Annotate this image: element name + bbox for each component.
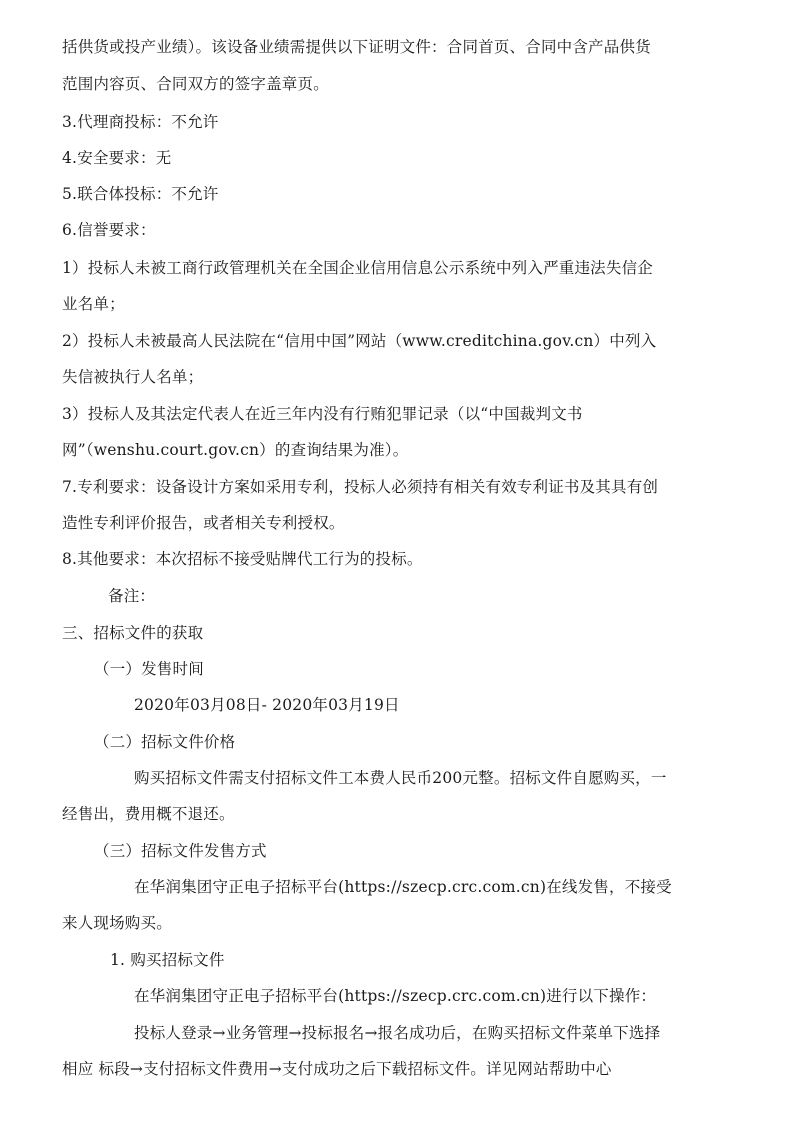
sale-period: 2020年03月08日- 2020年03月19日	[134, 696, 400, 714]
text-line: 2）投标人未被最高人民法院在“信用中国”网站（www.creditchina.gov.cn）中列入	[62, 332, 657, 350]
text-line: 括供货或投产业绩）。该设备业绩需提供以下证明文件：合同首页、合同中含产品供货	[62, 38, 651, 56]
text-line: 6.信誉要求：	[62, 221, 156, 239]
section-heading: 三、招标文件的获取	[62, 624, 204, 642]
text-line: 1）投标人未被工商行政管理机关在全国企业信用信息公示系统中列入严重违法失信企	[62, 259, 653, 277]
subsection-heading: （一）发售时间	[94, 660, 204, 678]
subsection-heading: （二）招标文件价格	[94, 733, 236, 751]
text-line: 在华润集团守正电子招标平台(https://szecp.crc.com.cn)在线发售，不接受	[134, 878, 672, 896]
text-line: 7.专利要求：设备设计方案如采用专利，投标人必须持有相关有效专利证书及其具有创	[62, 478, 659, 496]
text-line: 业名单；	[62, 295, 125, 313]
text-line: 4.安全要求：无	[62, 149, 172, 167]
text-line: 投标人登录→业务管理→投标报名→报名成功后，在购买招标文件菜单下选择	[134, 1024, 661, 1042]
text-line: 相应 标段→支付招标文件费用→支付成功之后下载招标文件。详见网站帮助中心	[62, 1060, 612, 1078]
text-line: 造性专利评价报告，或者相关专利授权。	[62, 514, 345, 532]
text-line: 在华润集团守正电子招标平台(https://szecp.crc.com.cn)进行以下操作：	[134, 987, 657, 1005]
text-line: 来人现场购买。	[62, 914, 172, 932]
list-heading: 1. 购买招标文件	[110, 951, 225, 969]
text-line: 3.代理商投标：不允许	[62, 113, 219, 131]
text-line: 范围内容页、合同双方的签字盖章页。	[62, 75, 329, 93]
text-line: 网”（wenshu.court.gov.cn）的查询结果为准）。	[62, 441, 409, 459]
text-line: 3）投标人及其法定代表人在近三年内没有行贿犯罪记录（以“中国裁判文书	[62, 405, 583, 423]
text-line: 购买招标文件需支付招标文件工本费人民币200元整。招标文件自愿购买，一	[134, 769, 667, 787]
text-line: 5.联合体投标：不允许	[62, 185, 219, 203]
text-line: 8.其他要求：本次招标不接受贴牌代工行为的投标。	[62, 550, 423, 568]
text-line: 经售出，费用概不退还。	[62, 805, 235, 823]
subsection-heading: （三）招标文件发售方式	[94, 842, 267, 860]
note-label: 备注：	[108, 587, 156, 605]
text-line: 失信被执行人名单；	[62, 368, 204, 386]
